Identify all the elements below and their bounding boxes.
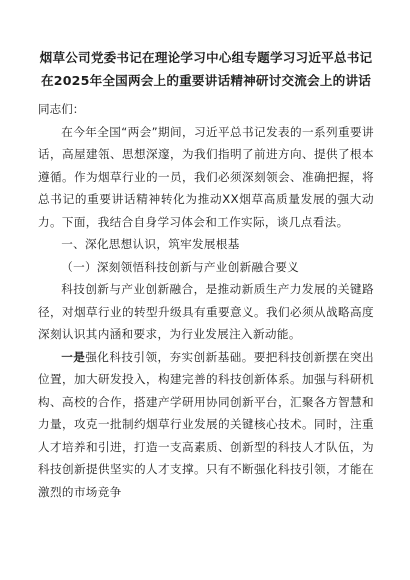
body-paragraph: 科技创新与产业创新融合，是推动新质生产力发展的关键路径，对烟草行业的转型升级具有重要意义。我们必须从战略高度深刻认识其内涵和要求，为行业发展注入新动能。 — [38, 282, 374, 341]
lead-phrase: 一是 — [61, 349, 86, 364]
section-heading: 一、深化思想认识，筑牢发展根基 — [61, 237, 240, 251]
intro-paragraph: 在今年全国“两会”期间，习近平总书记发表的一系列重要讲话，高屋建瓴、思想深邃，为我们指明了前进方向、提供了根本遵循。作为烟草行业的一员，我们必须深刻领会、准确把握，将总书记的重要讲话精神转化为推动XX烟草高质量发展的强大动力。下面，我结合自身学习体会和工作实际，谈几点看法。 — [38, 124, 374, 229]
lead-paragraph-text: 强化科技引领，夯实创新基础。要把科技创新摆在突出位置，加大研发投入，构建完善的科技创新体系。加强与科研机构、高校的合作，搭建产学研用协同创新平台，汇聚各方智慧和力量，攻克一批制约烟草行业发展的关键核心技术。同时，注重人才培养和引进，打造一支高素质、创新型的科技人才队伍，为科技创新提供坚实的人才支撑。只有不断强化科技引领，才能在激烈的市场竞争 — [38, 349, 375, 499]
lead-paragraph — [38, 346, 374, 504]
subsection-heading: （一）深刻领悟科技创新与产业创新融合要义 — [61, 259, 300, 274]
document-title: 烟草公司党委书记在理论学习中心组专题学习习近平总书记在2025年全国两会上的重要讲话精神研讨交流会上的讲话 — [39, 50, 373, 88]
greeting: 同志们： — [38, 102, 85, 116]
